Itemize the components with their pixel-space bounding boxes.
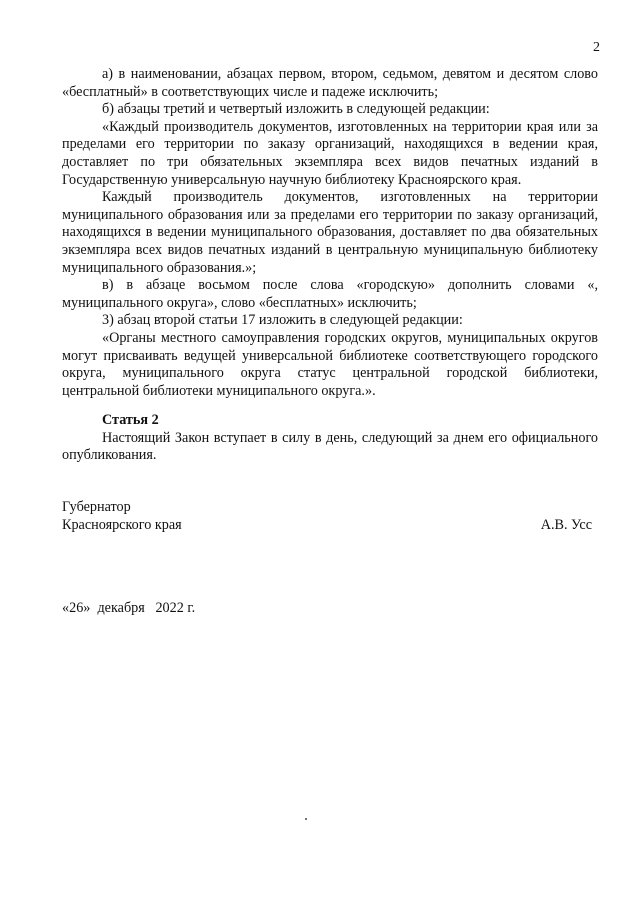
page-number: 2 <box>593 40 600 55</box>
paragraph-3: 3) абзац второй статьи 17 изложить в следующей редакции: <box>102 312 463 329</box>
amendments-text <box>62 66 598 400</box>
scan-dot <box>305 818 307 820</box>
paragraph-v: в) в абзаце восьмом после слова «городскую» дополнить словами «, муниципального округа», слово «бесплатных» исключить; <box>62 277 598 311</box>
paragraph-b: б) абзацы третий и четвертый изложить в следующей редакции: <box>102 101 490 118</box>
article-2 <box>62 412 598 465</box>
paragraph-a: а) в наименовании, абзацах первом, втором, седьмом, девятом и десятом слово «бесплатный» в соответствующих числе и падеже исключить; <box>62 66 598 100</box>
signatory-name: А.В. Усс <box>540 517 592 533</box>
paragraph-quote-local-government: «Органы местного самоуправления городских округов, муниципальных округов могут присваивать ведущей универсальной библиотеке соответствующего городского округа, муниципального округа статус центральной городской библиотеки, центральной библиотеки муниципального округа.». <box>62 329 598 399</box>
paragraph-quote-municipal: Каждый производитель документов, изготовленных на территории муниципального образования или за пределами его территории по заказу организаций, находящихся в ведении муниципального образования, доставляет по два обязательных экземпляра всех видов печатных изданий в центральную муниципальную библиотеку муниципального образования.»; <box>62 189 598 276</box>
signatory-position-line1: Губернатор <box>62 499 131 515</box>
signing-date: «26» декабря 2022 г. <box>62 600 196 616</box>
paragraph-quote-region: «Каждый производитель документов, изготовленных на территории края или за пределами его территории по заказу организаций, находящихся в ведении края, доставляет по три обязательных экземпляра всех видов печатных изданий в Государственную универсальную научную библиотеку Красноярского края. <box>62 118 598 188</box>
signatory-position-line2: Красноярского края <box>62 517 182 533</box>
article-heading: Статья 2 <box>102 412 159 428</box>
article-text: Настоящий Закон вступает в силу в день, следующий за днем его официального опубликования. <box>62 429 598 464</box>
signature-block <box>62 498 592 534</box>
